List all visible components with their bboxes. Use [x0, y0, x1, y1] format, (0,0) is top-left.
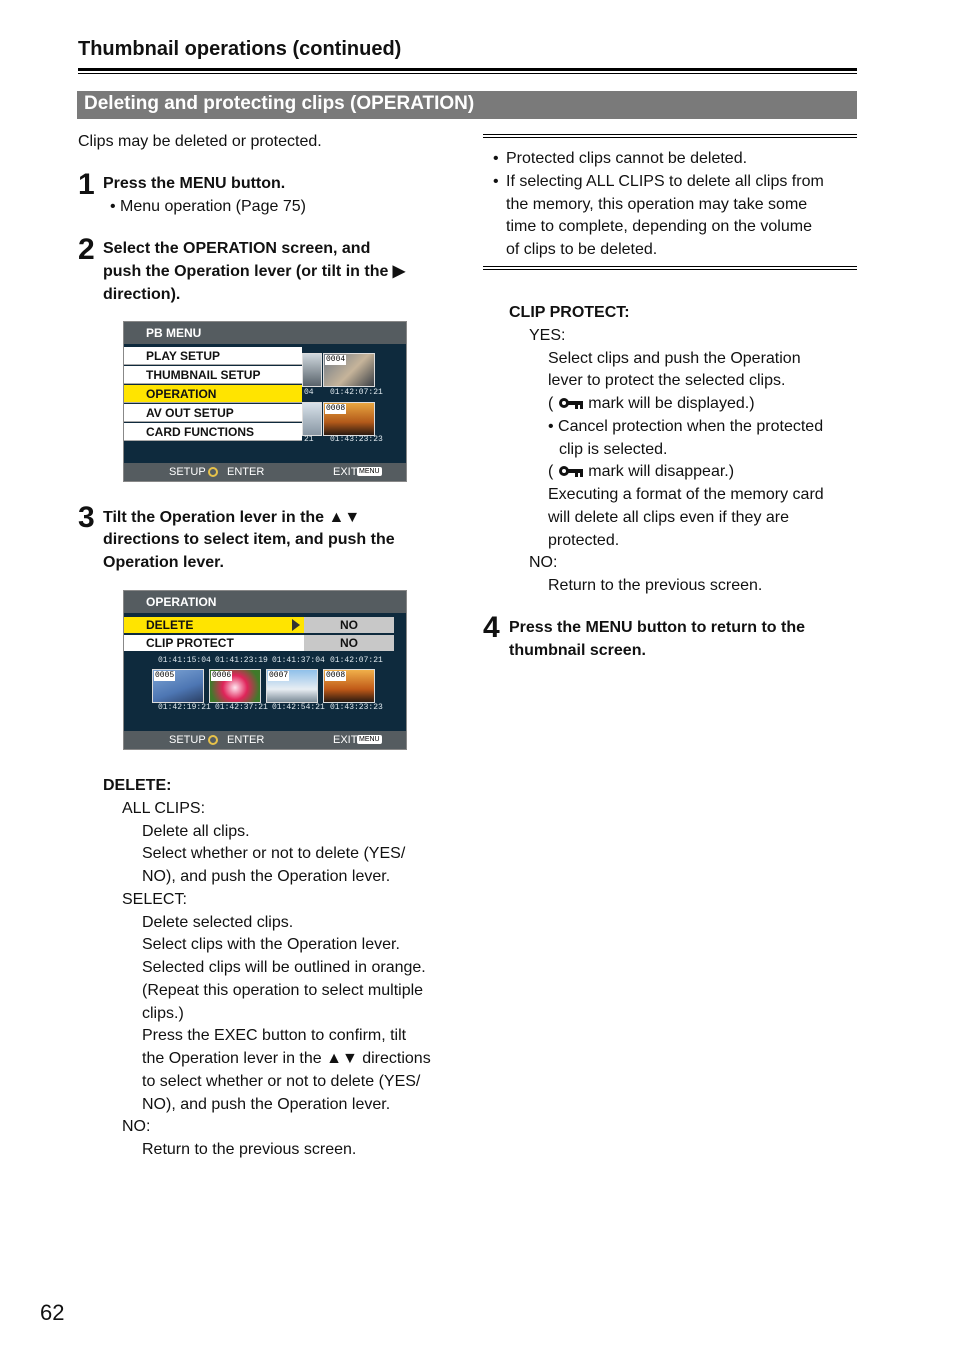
note-bullet-marker: • — [493, 173, 499, 190]
menu-key-icon: MENU — [359, 468, 380, 475]
paren-open: ( — [548, 463, 554, 480]
note-rule-top-2 — [483, 137, 857, 138]
menu-item-av-out-setup[interactable]: AV OUT SETUP — [124, 404, 302, 422]
page-number: 62 — [40, 1300, 65, 1325]
mark-disappear-text: mark will disappear.) — [588, 463, 735, 480]
delete-text-line: Select clips with the Operation lever. — [142, 936, 400, 953]
delete-text-line: (Repeat this operation to select multiple — [142, 982, 424, 999]
delete-text-line: NO), and push the Operation lever. — [142, 1096, 391, 1113]
delete-text-line: to select whether or not to delete (YES/ — [142, 1073, 421, 1090]
note-rule-bottom-2 — [483, 269, 857, 270]
timecode: 01:41:37:04 — [272, 656, 325, 665]
menu-item-card-functions[interactable]: CARD FUNCTIONS — [124, 423, 302, 441]
footer-exit: EXIT — [333, 734, 358, 746]
timecode: 01:42:07:21 — [330, 388, 383, 397]
delete-text-line: NO), and push the Operation lever. — [142, 868, 391, 885]
clip-number: 0008 — [326, 671, 346, 680]
operation-screen — [123, 590, 407, 750]
thumbnail-image — [323, 402, 375, 436]
delete-all-clips-label: ALL CLIPS: — [122, 800, 206, 817]
note-rule-top — [483, 134, 857, 135]
thumbnail-image — [323, 669, 375, 703]
lever-icon — [208, 467, 218, 477]
delete-no-label: NO: — [122, 1118, 151, 1135]
menu-item-thumbnail-setup[interactable]: THUMBNAIL SETUP — [124, 366, 302, 384]
clip-number: 0007 — [269, 671, 289, 680]
footer-setup: SETUP — [169, 734, 206, 746]
menu-key-icon: MENU — [359, 736, 380, 743]
step1-title: Press the MENU button. — [103, 175, 286, 192]
clip-protect-no-text: Return to the previous screen. — [548, 577, 763, 594]
delete-text-line: Selected clips will be outlined in orange. — [142, 959, 426, 976]
clip-protect-cancel-line: clip is selected. — [559, 441, 668, 458]
note-bullet-2-line: time to complete, depending on the volume — [506, 218, 812, 235]
step-number-3: 3 — [78, 501, 95, 534]
intro-text: Clips may be deleted or protected. — [78, 133, 322, 150]
header-rule — [78, 68, 857, 71]
clip-protect-text-line: lever to protect the selected clips. — [548, 372, 786, 389]
step2-line: Select the OPERATION screen, and — [103, 240, 371, 257]
step4-line: thumbnail screen. — [509, 642, 646, 659]
delete-text-line: Press the EXEC button to confirm, tilt — [142, 1027, 407, 1044]
delete-text-line: the Operation lever in the ▲▼ directions — [142, 1050, 431, 1067]
timecode: 01:42:07:21 — [330, 656, 383, 665]
thumbnail-image — [302, 353, 322, 387]
clip-protect-text-line: Select clips and push the Operation — [548, 350, 801, 367]
note-rule-bottom — [483, 266, 857, 267]
delete-no-text: Return to the previous screen. — [142, 1141, 357, 1158]
lcd-footer — [124, 463, 406, 481]
delete-text-line: clips.) — [142, 1005, 184, 1022]
operation-row-delete[interactable]: DELETE — [124, 617, 304, 633]
paren-open: ( — [548, 395, 554, 412]
key-mark-displayed-line — [548, 392, 755, 415]
key-mark-disappear-line — [548, 460, 734, 483]
delete-text-line: Delete all clips. — [142, 823, 250, 840]
delete-select-label: SELECT: — [122, 891, 187, 908]
timecode: 01:41:23:19 — [215, 656, 268, 665]
thumbnail-image — [323, 353, 375, 387]
timecode: 01:42:37:21 — [215, 703, 268, 712]
mark-displayed-text: mark will be displayed.) — [588, 395, 755, 412]
note-bullet-marker: • — [493, 150, 499, 167]
clip-protect-value[interactable]: NO — [304, 635, 394, 651]
clip-number: 0006 — [212, 671, 232, 680]
lcd-header: OPERATION — [124, 591, 406, 613]
clip-protect-text-line: Executing a format of the memory card — [548, 486, 824, 503]
step-number-2: 2 — [78, 233, 95, 266]
timecode: 04 — [304, 388, 314, 397]
step2-line: push the Operation lever (or tilt in the ▶ — [103, 263, 406, 280]
timecode: 21 — [304, 435, 314, 444]
thumbnail-image — [152, 669, 204, 703]
timecode: 01:41:15:04 — [158, 656, 211, 665]
timecode: 01:42:54:21 — [272, 703, 325, 712]
section-title: Deleting and protecting clips (OPERATION) — [84, 93, 475, 114]
note-bullet-2-line: If selecting ALL CLIPS to delete all clips from — [506, 173, 824, 190]
arrow-right-icon — [292, 619, 300, 631]
footer-enter: ENTER — [227, 466, 265, 478]
thumbnail-image — [302, 402, 322, 436]
note-bullet-2-line: of clips to be deleted. — [506, 241, 658, 258]
step4-line: Press the MENU button to return to the — [509, 619, 805, 636]
timecode: 01:42:19:21 — [158, 703, 211, 712]
menu-item-operation[interactable]: OPERATION — [124, 385, 302, 403]
footer-enter: ENTER — [227, 734, 265, 746]
clip-number: 0004 — [326, 355, 346, 364]
thumbnail-image — [209, 669, 261, 703]
delete-text-line: Select whether or not to delete (YES/ — [142, 845, 406, 862]
thumbnail-image — [266, 669, 318, 703]
step2-line: direction). — [103, 286, 181, 303]
clip-protect-heading: CLIP PROTECT: — [509, 304, 630, 321]
step3-line: Tilt the Operation lever in the ▲▼ — [103, 509, 361, 526]
footer-setup: SETUP — [169, 466, 206, 478]
step-number-1: 1 — [78, 168, 95, 201]
lcd-footer — [124, 731, 406, 749]
step3-line: directions to select item, and push the — [103, 531, 395, 548]
step-number-4: 4 — [483, 611, 500, 644]
note-bullet-2-line: the memory, this operation may take some — [506, 196, 808, 213]
clip-protect-text-line: will delete all clips even if they are — [548, 509, 790, 526]
operation-row-clip-protect[interactable]: CLIP PROTECT — [124, 635, 304, 651]
clip-protect-cancel-line: • Cancel protection when the protected — [548, 418, 824, 435]
clip-protect-text-line: protected. — [548, 532, 620, 549]
page-header-title: Thumbnail operations (continued) — [78, 38, 402, 60]
header-rule-thin — [78, 73, 857, 74]
step3-line: Operation lever. — [103, 554, 224, 571]
pb-menu-screen — [123, 321, 407, 482]
key-icon — [558, 397, 584, 409]
lever-icon — [208, 735, 218, 745]
clip-protect-no-label: NO: — [529, 554, 558, 571]
menu-item-play-setup[interactable]: PLAY SETUP — [124, 347, 302, 365]
key-icon — [558, 465, 584, 477]
timecode: 01:43:23:23 — [330, 435, 383, 444]
lcd-header: PB MENU — [124, 322, 406, 344]
step1-bullet: • Menu operation (Page 75) — [110, 198, 306, 215]
delete-text-line: Delete selected clips. — [142, 914, 294, 931]
clip-protect-yes-label: YES: — [529, 327, 566, 344]
clip-number: 0008 — [326, 404, 346, 413]
delete-value[interactable]: NO — [304, 617, 394, 633]
footer-exit: EXIT — [333, 466, 358, 478]
clip-number: 0005 — [155, 671, 175, 680]
note-bullet-1: Protected clips cannot be deleted. — [506, 150, 748, 167]
delete-heading: DELETE: — [103, 777, 172, 794]
timecode: 01:43:23:23 — [330, 703, 383, 712]
